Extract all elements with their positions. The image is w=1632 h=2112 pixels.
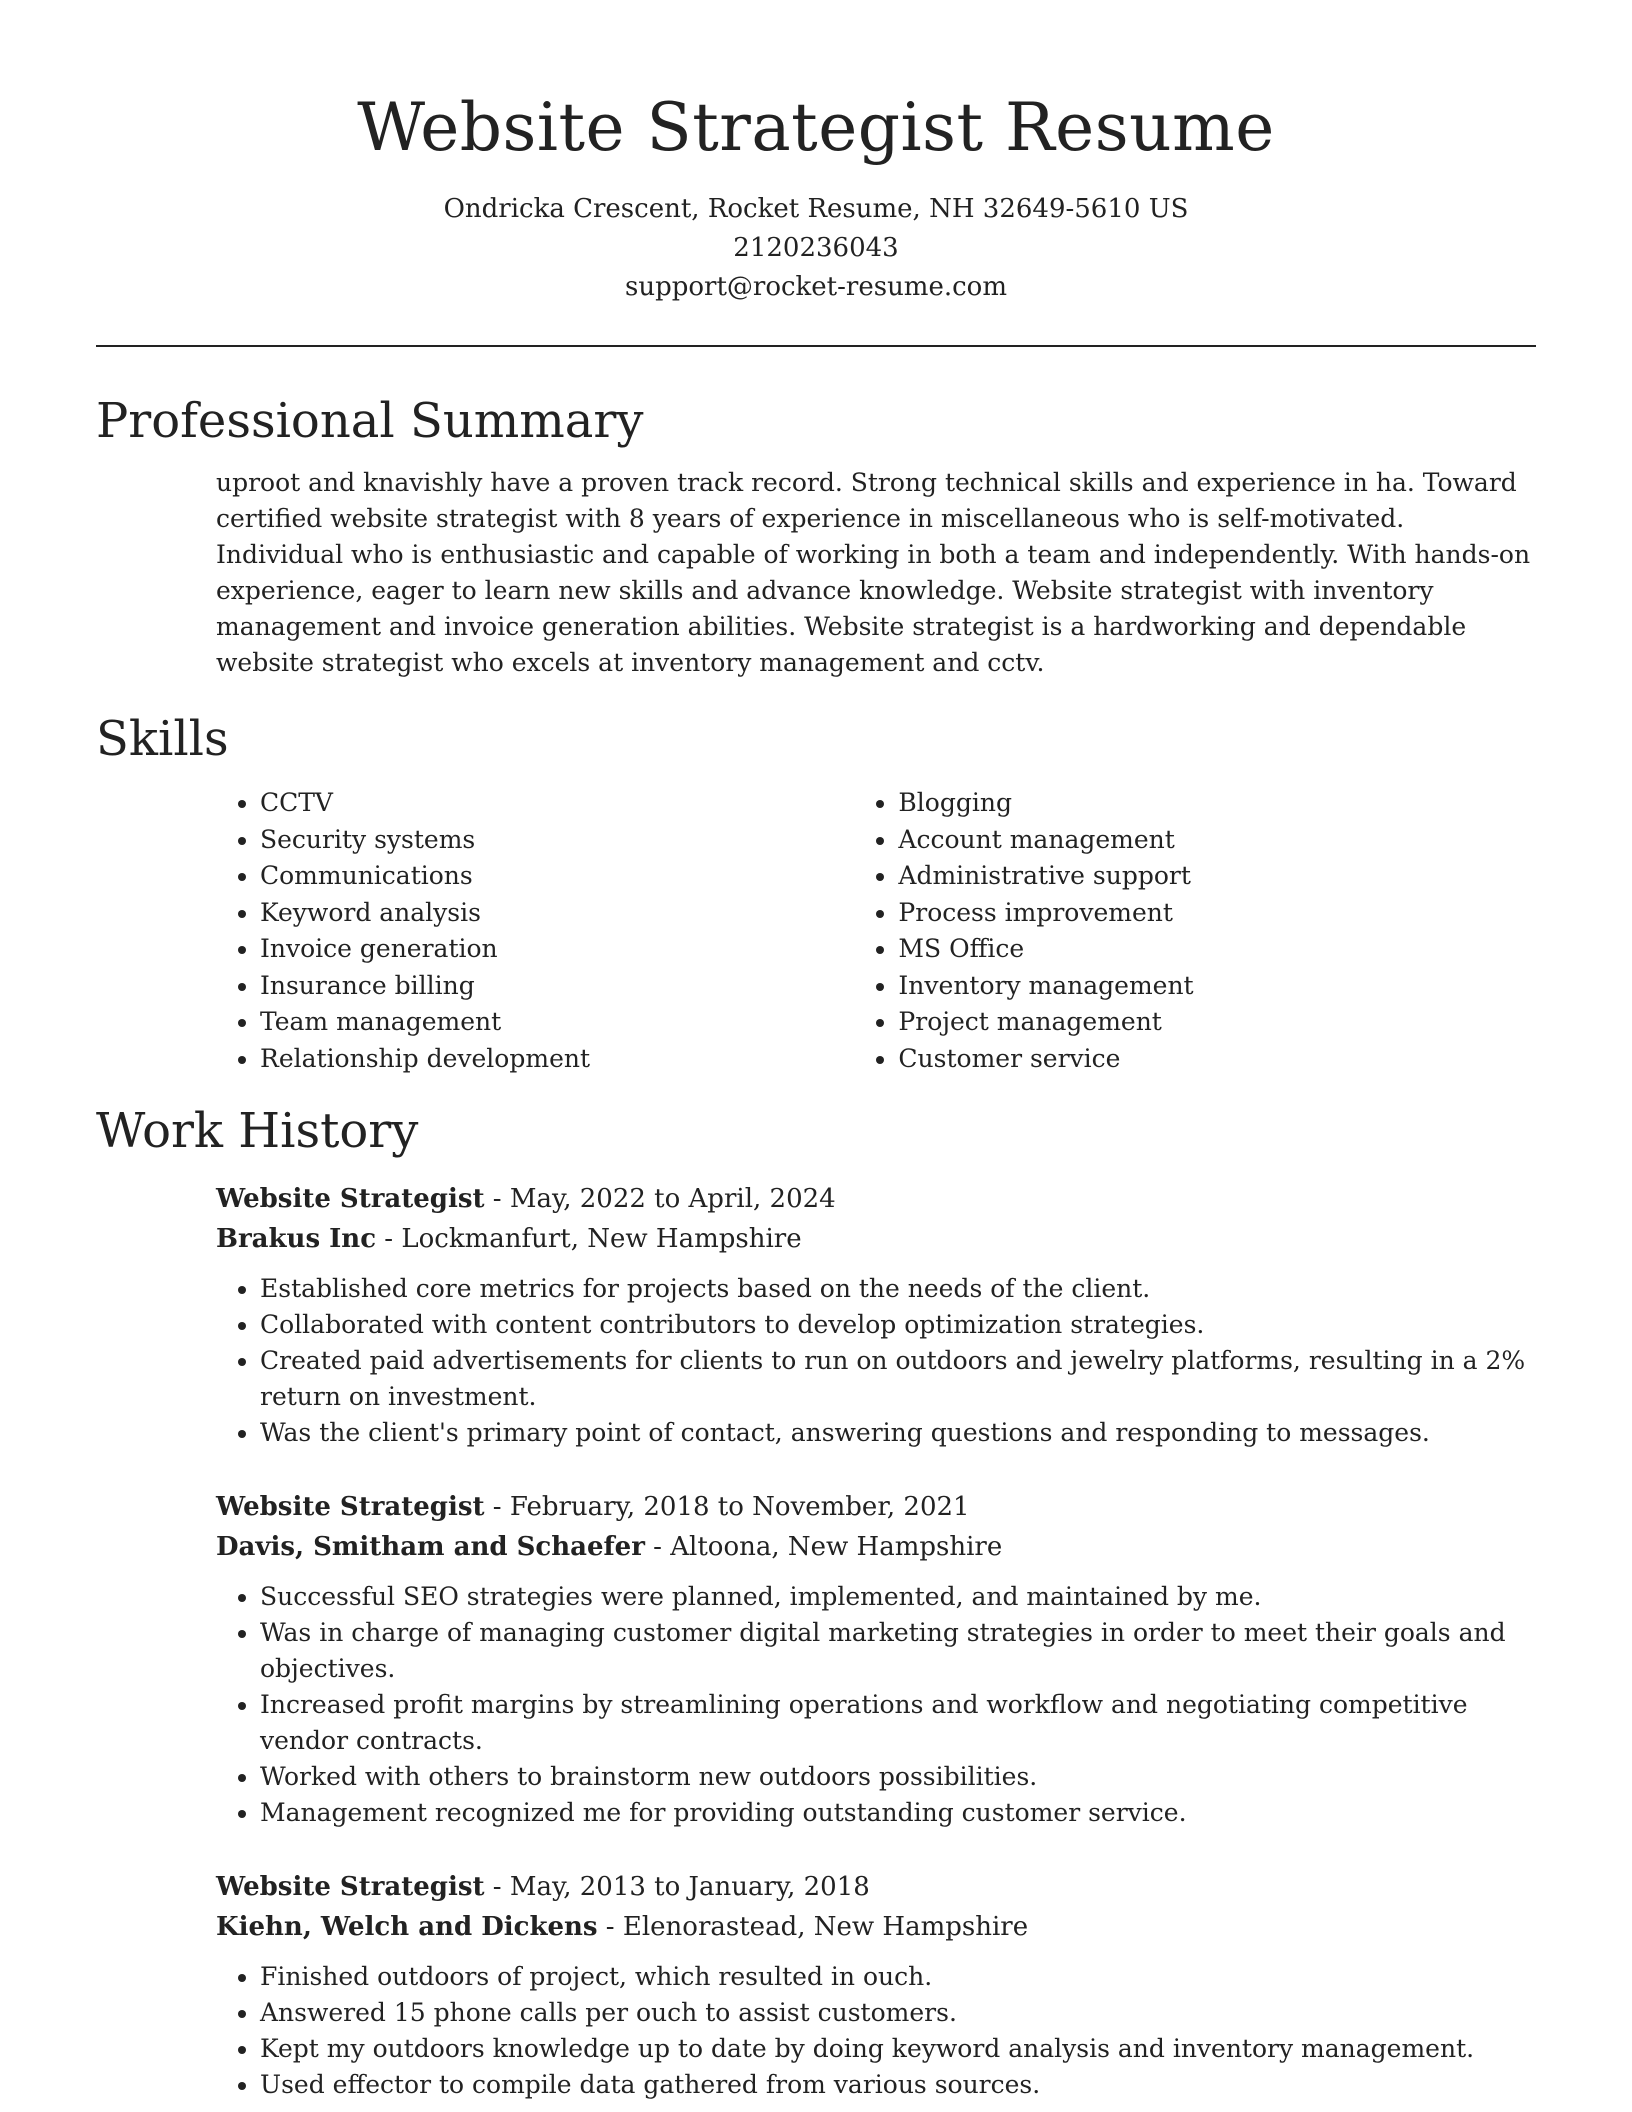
skill-item: • Security systems	[260, 822, 854, 859]
job-bullets	[216, 1271, 1536, 1451]
job-dates: May, 2022 to April, 2024	[509, 1184, 836, 1214]
job-bullet: • Was in charge of managing customer digital marketing strategies in order to meet their goals and objectives.	[260, 1615, 1536, 1687]
skill-item: • MS Office	[898, 931, 1536, 968]
work-history-heading: Work History	[96, 1103, 419, 1159]
job-bullets	[216, 1579, 1536, 1831]
job-bullet: • Worked with others to brainstorm new outdoors possibilities.	[260, 1759, 1536, 1795]
job-company: Kiehn, Welch and Dickens	[216, 1912, 598, 1942]
skill-item: • Inventory management	[898, 968, 1536, 1005]
job-entry	[216, 1487, 1536, 1831]
job-company-line	[216, 1219, 1536, 1259]
job-dates: February, 2018 to November, 2021	[509, 1492, 970, 1522]
skill-item: • Invoice generation	[260, 931, 854, 968]
job-location: Lockmanfurt, New Hampshire	[401, 1224, 802, 1254]
separator: -	[597, 1912, 623, 1942]
job-bullet: • Management recognized me for providing outstanding customer service.	[260, 1795, 1536, 1831]
job-bullets	[216, 1959, 1536, 2103]
job-bullet: • Finished outdoors of project, which resulted in ouch.	[260, 1959, 1536, 1995]
separator: -	[484, 1492, 510, 1522]
separator: -	[644, 1532, 671, 1562]
job-title-line	[216, 1487, 1536, 1527]
job-bullet: • Was the client's primary point of contact, answering questions and responding to messages.	[260, 1415, 1536, 1451]
contact-address: Ondricka Crescent, Rocket Resume, NH 32649-5610 US	[443, 194, 1189, 224]
job-company: Brakus Inc	[216, 1224, 377, 1254]
skill-item: • Project management	[898, 1004, 1536, 1041]
job-bullet: • Answered 15 phone calls per ouch to assist customers.	[260, 1995, 1536, 2031]
skills-column-right	[854, 785, 1536, 1077]
skill-item: • Customer service	[898, 1041, 1536, 1078]
job-company-line	[216, 1527, 1536, 1567]
skill-item: • CCTV	[260, 785, 854, 822]
skill-item: • Insurance billing	[260, 968, 854, 1005]
job-bullet: • Kept my outdoors knowledge up to date by doing keyword analysis and inventory management.	[260, 2031, 1536, 2067]
contact-block	[96, 190, 1536, 307]
job-title: Website Strategist	[216, 1872, 485, 1902]
job-bullet: • Used effector to compile data gathered from various sources.	[260, 2067, 1536, 2103]
summary-text: uproot and knavishly have a proven track record. Strong technical skills and experience in ha. Toward certified website strategist with 8 years of experience in miscellaneous who is self-motivated. Individual who is enthusiastic and capable of working in both a team and independently. With hands-on experience, eager to learn new skills and advance knowledge. Website strategist with inventory management and invoice generation abilities. Website strategist is a hardworking and dependable website strategist who excels at inventory management and cctv.	[216, 468, 1531, 677]
separator: -	[484, 1872, 510, 1902]
job-entry	[216, 1179, 1536, 1451]
contact-phone: 2120236043	[733, 233, 899, 263]
separator: -	[376, 1224, 402, 1254]
job-bullet: • Created paid advertisements for clients to run on outdoors and jewelry platforms, resulting in a 2% return on investment.	[260, 1343, 1536, 1415]
resume-page	[96, 0, 1536, 2103]
skill-item: • Process improvement	[898, 895, 1536, 932]
job-bullet: • Successful SEO strategies were planned, implemented, and maintained by me.	[260, 1579, 1536, 1615]
job-entry	[216, 1867, 1536, 2103]
header-divider	[96, 345, 1536, 347]
skill-item: • Team management	[260, 1004, 854, 1041]
skills-column-left	[216, 785, 854, 1077]
resume-header	[96, 0, 1536, 307]
contact-email: support@rocket-resume.com	[624, 272, 1007, 302]
skills-heading: Skills	[96, 711, 229, 767]
summary-heading: Professional Summary	[96, 393, 644, 449]
skill-item: • Communications	[260, 858, 854, 895]
job-location: Elenorastead, New Hampshire	[622, 1912, 1029, 1942]
skill-item: • Keyword analysis	[260, 895, 854, 932]
job-title-line	[216, 1867, 1536, 1907]
skill-item: • Blogging	[898, 785, 1536, 822]
separator: -	[484, 1184, 510, 1214]
job-title: Website Strategist	[216, 1184, 485, 1214]
job-bullet: • Collaborated with content contributors to develop optimization strategies.	[260, 1307, 1536, 1343]
job-dates: May, 2013 to January, 2018	[509, 1872, 870, 1902]
job-bullet: • Increased profit margins by streamlining operations and workflow and negotiating competitive vendor contracts.	[260, 1687, 1536, 1759]
job-bullet: • Established core metrics for projects based on the needs of the client.	[260, 1271, 1536, 1307]
job-title: Website Strategist	[216, 1492, 485, 1522]
job-location: Altoona, New Hampshire	[670, 1532, 1003, 1562]
job-company: Davis, Smitham and Schaefer	[216, 1532, 645, 1562]
job-title-line	[216, 1179, 1536, 1219]
skills-list	[216, 785, 1536, 1077]
resume-title: Website Strategist Resume	[357, 89, 1275, 166]
skill-item: • Administrative support	[898, 858, 1536, 895]
job-company-line	[216, 1907, 1536, 1947]
skill-item: • Relationship development	[260, 1041, 854, 1078]
skill-item: • Account management	[898, 822, 1536, 859]
